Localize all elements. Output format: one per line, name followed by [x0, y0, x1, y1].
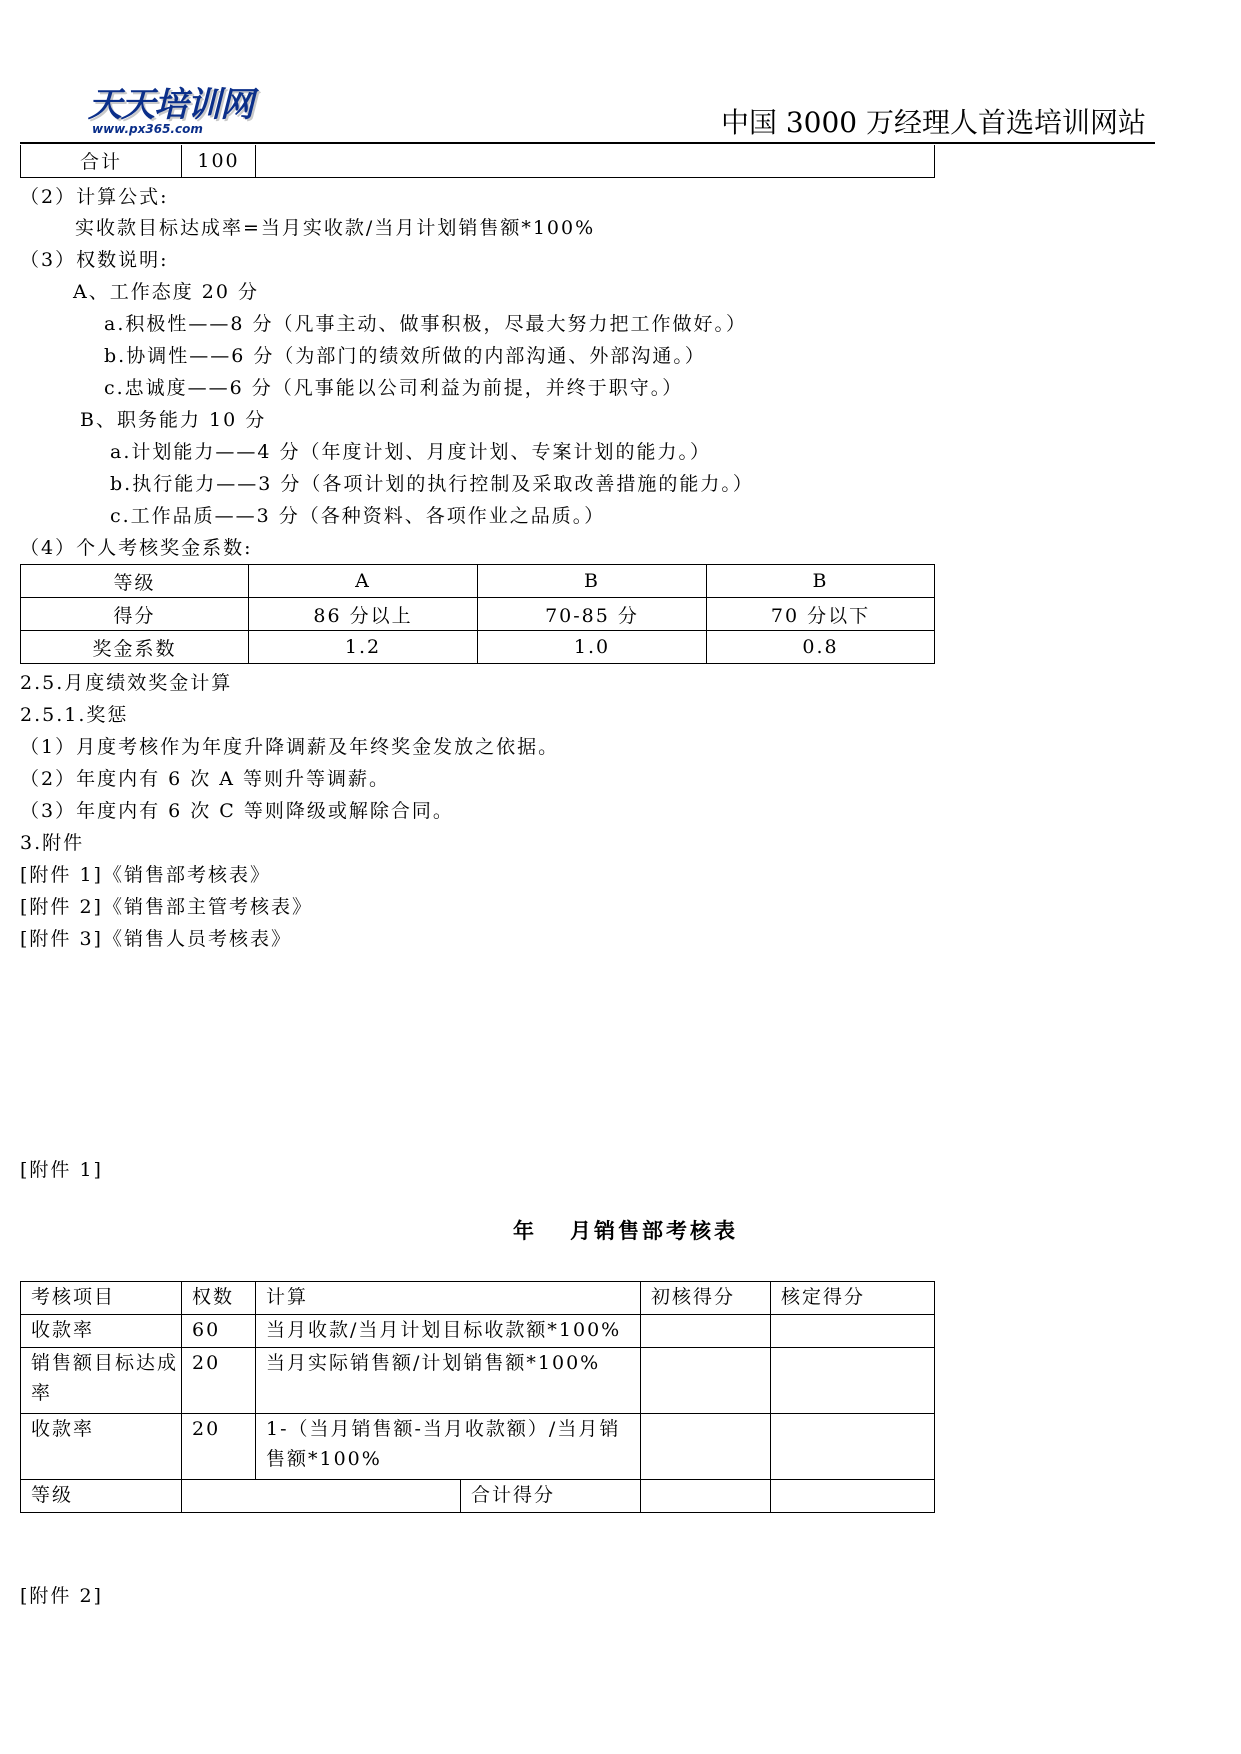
item-cell: 销售额目标达成率	[21, 1348, 182, 1414]
table-row	[21, 598, 935, 631]
attachment-2-link: [附件 2]《销售部主管考核表》	[20, 896, 313, 918]
total-initial-score-cell[interactable]	[641, 1480, 771, 1513]
annex-2-label: [附件 2]	[20, 1585, 103, 1607]
final-score-cell[interactable]	[771, 1315, 935, 1348]
weight-cell: 60	[182, 1315, 256, 1348]
reward-rule-3: （3）年度内有 6 次 C 等则降级或解除合同。	[20, 800, 454, 822]
appraisal-title: 月销售部考核表	[570, 1218, 738, 1243]
column-header: 初核得分	[641, 1282, 771, 1315]
formula-text: 实收款目标达成率=当月实收款/当月计划销售额*100%	[75, 217, 596, 239]
initial-score-cell[interactable]	[641, 1348, 771, 1414]
logo-url: www.px365.com	[92, 122, 203, 136]
reward-rule-2: （2）年度内有 6 次 A 等则升等调薪。	[20, 768, 391, 790]
calc-cell: 当月实际销售额/计划销售额*100%	[256, 1348, 641, 1414]
table-cell: 1.0	[478, 631, 707, 664]
total-row-table	[20, 145, 935, 178]
table-footer-row	[21, 1480, 935, 1513]
final-score-cell[interactable]	[771, 1414, 935, 1480]
item-cell: 收款率	[21, 1414, 182, 1480]
total-empty-cell	[256, 145, 935, 177]
total-value: 100	[182, 145, 256, 177]
appraisal-title-year: 年	[513, 1218, 537, 1243]
total-label: 合计	[21, 145, 182, 177]
sales-dept-appraisal-table	[20, 1281, 935, 1513]
table-row	[21, 1414, 935, 1480]
annex-1-label: [附件 1]	[20, 1159, 103, 1181]
calc-cell: 当月收款/当月计划目标收款额*100%	[256, 1315, 641, 1348]
ability-heading: B、职务能力 10 分	[80, 409, 267, 431]
total-score-label: 合计得分	[461, 1480, 641, 1513]
initial-score-cell[interactable]	[641, 1315, 771, 1348]
attitude-heading: A、工作态度 20 分	[73, 281, 259, 303]
grade-label: 等级	[21, 1480, 182, 1513]
formula-heading: （2）计算公式:	[20, 186, 169, 208]
table-row	[21, 1315, 935, 1348]
column-header: 考核项目	[21, 1282, 182, 1315]
section-3-heading: 3.附件	[20, 832, 85, 854]
table-cell: 奖金系数	[21, 631, 249, 664]
attachment-1-link: [附件 1]《销售部考核表》	[20, 864, 271, 886]
header-slogan: 中国 3000 万经理人首选培训网站	[720, 106, 1146, 139]
attitude-item-3: c.忠诚度——6 分（凡事能以公司利益为前提，并终于职守。）	[104, 377, 684, 399]
table-header-row	[21, 1282, 935, 1315]
total-final-score-cell[interactable]	[771, 1480, 935, 1513]
calc-cell: 1-（当月销售额-当月收款额）/当月销售额*100%	[256, 1414, 641, 1480]
final-score-cell[interactable]	[771, 1348, 935, 1414]
table-cell: 70-85 分	[478, 598, 707, 631]
column-header: 计算	[256, 1282, 641, 1315]
table-row	[21, 565, 935, 598]
weight-cell: 20	[182, 1348, 256, 1414]
table-cell: 70 分以下	[707, 598, 935, 631]
table-cell: A	[249, 565, 478, 598]
table-cell: 86 分以上	[249, 598, 478, 631]
weights-heading: （3）权数说明:	[20, 249, 169, 271]
section-2-5-heading: 2.5.月度绩效奖金计算	[20, 672, 233, 694]
header-rule	[20, 142, 1155, 144]
coefficient-heading: （4）个人考核奖金系数:	[20, 537, 253, 559]
table-cell: 得分	[21, 598, 249, 631]
ability-item-2: b.执行能力——3 分（各项计划的执行控制及采取改善措施的能力。）	[110, 473, 754, 495]
bonus-coefficient-table	[20, 564, 935, 664]
table-cell: B	[707, 565, 935, 598]
table-cell: 0.8	[707, 631, 935, 664]
table-cell: B	[478, 565, 707, 598]
table-row	[21, 631, 935, 664]
logo-text: 天天培训网	[88, 85, 253, 125]
section-2-5-1-heading: 2.5.1.奖惩	[20, 704, 129, 726]
ability-item-1: a.计划能力——4 分（年度计划、月度计划、专案计划的能力。）	[110, 441, 711, 463]
site-logo	[88, 85, 288, 136]
table-row	[21, 1348, 935, 1414]
grade-value-cell[interactable]	[182, 1480, 461, 1513]
weight-cell: 20	[182, 1414, 256, 1480]
ability-item-3: c.工作品质——3 分（各种资料、各项作业之品质。）	[110, 505, 606, 527]
attachment-3-link: [附件 3]《销售人员考核表》	[20, 928, 292, 950]
reward-rule-1: （1）月度考核作为年度升降调薪及年终奖金发放之依据。	[20, 736, 560, 758]
table-cell: 1.2	[249, 631, 478, 664]
column-header: 权数	[182, 1282, 256, 1315]
attitude-item-2: b.协调性——6 分（为部门的绩效所做的内部沟通、外部沟通。）	[104, 345, 706, 367]
attitude-item-1: a.积极性——8 分（凡事主动、做事积极，尽最大努力把工作做好。）	[104, 313, 747, 335]
table-cell: 等级	[21, 565, 249, 598]
item-cell: 收款率	[21, 1315, 182, 1348]
initial-score-cell[interactable]	[641, 1414, 771, 1480]
column-header: 核定得分	[771, 1282, 935, 1315]
